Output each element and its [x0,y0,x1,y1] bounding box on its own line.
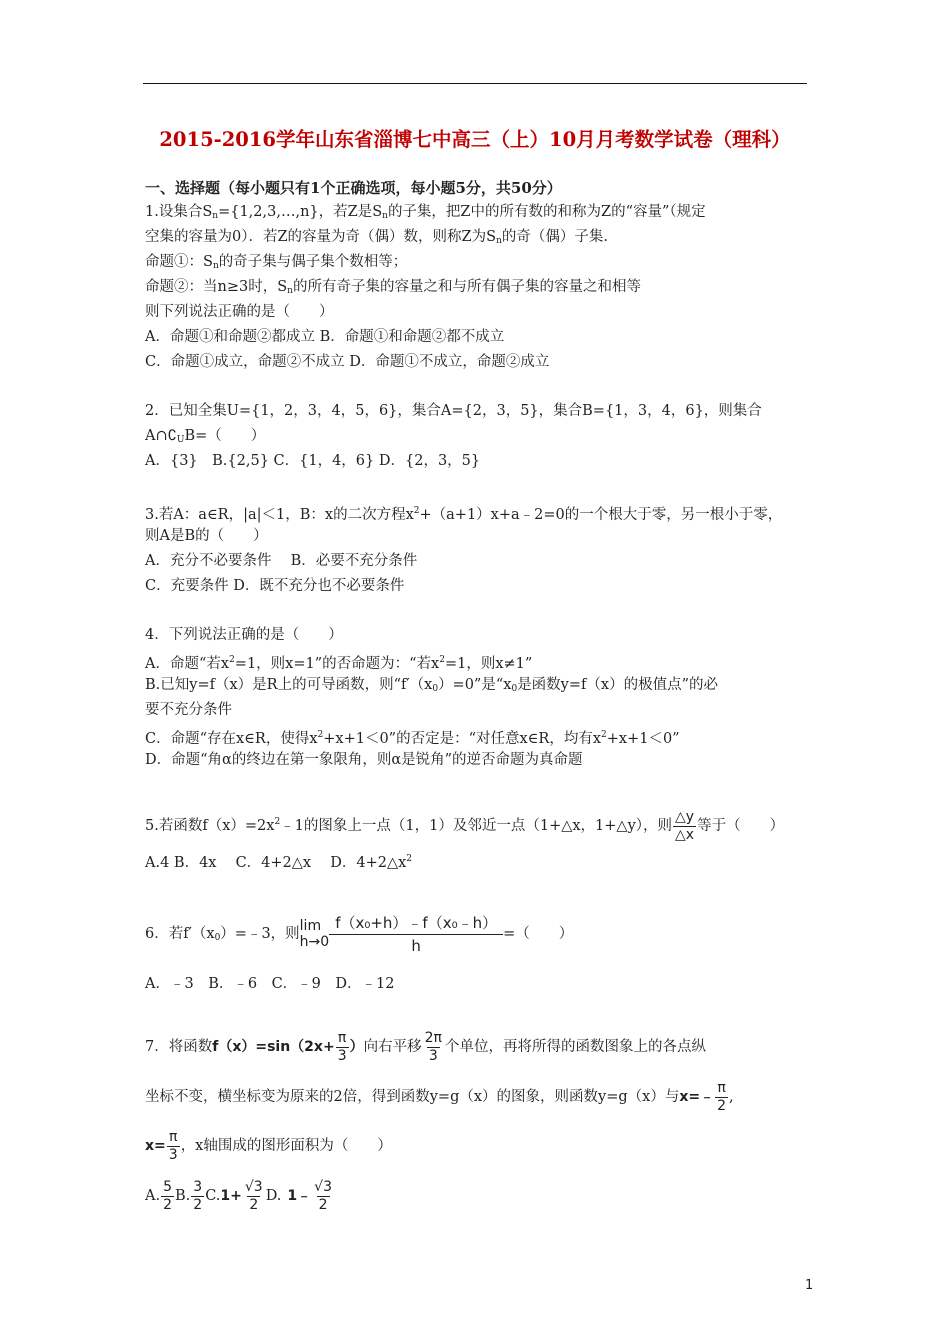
limit-operator: lim h→0 [299,918,330,950]
q1-line3: 命题①：$S_n$的奇子集与偶子集个数相等； [145,254,408,271]
q2-line2: $A\cap∁_UB=$（ ） [145,428,266,445]
q6-options: A．﹣3 B．﹣6 C．﹣9 D．﹣12 [145,976,395,992]
q3-options-ab: A．充分不必要条件 B．必要不充分条件 [145,553,418,569]
q1-line2: 空集的容量为0）．若Z的容量为奇（偶）数，则称Z为$S_n$的奇（偶）子集. [145,229,608,246]
q4-option-d: D．命题“角α的终边在第一象限角，则α是锐角”的逆否命题为真命题 [145,752,583,768]
q1-line4: 命题②：当n≥3时，$S_n$的所有奇子集的容量之和与所有偶子集的容量之和相等 [145,279,641,296]
q7-options: A. $\frac{5}{2}$ B. $\frac{3}{2}$ C.1+ $\frac{√3}{2}$ D. 1﹣ $\frac{√3}{2}$ [145,1178,332,1213]
q5-options: A.4 B．4x C．4+2△x D．$4+2\triangle x^2$ [145,854,413,871]
q1-options-ab: A．命题①和命题②都成立 B．命题①和命题②都不成立 [145,329,505,345]
q4-option-c: C．命题“存在x∈R，使得$x^2+x+1<0$”的否定是：“对任意x∈R，均有$x^2+x+1<0$” [145,730,680,747]
q4-option-a: A．命题“若$x^2=1$，则x=1”的否命题为：“若$x^2=1$，则x≠1” [145,655,533,672]
page-number: 1 [805,1278,814,1293]
q4-line1: 4．下列说法正确的是（ ） [145,627,343,643]
q4-option-b-cont: 要不充分条件 [145,702,232,718]
page-title: 2015-2016学年山东省淄博七中高三（上）10月月考数学试卷（理科） [159,128,791,151]
header-rule [143,83,807,84]
delta-fraction: $\frac{\triangle y}{\triangle x}$ [675,808,695,843]
q2-line1: 2．已知全集U={1，2，3，4，5，6}，集合A={2，3，5}，集合B={1，3，4，6}，则集合 [145,403,762,419]
q7-line1: 7．将函数f（x）=sin（2x+ $\frac{\pi}{3}$ ）向右平移 $\frac{2\pi}{3}$ 个单位，再将所得的函数图象上的各点纵 [145,1029,706,1064]
q1-line1: 1.设集合$S_n=\{1,2,3,\dots,n\}$，若Z是$S_n$的子集，把Z中的所有数的和称为Z的“容量”（规定 [145,204,706,221]
q5-line1: 5.若函数$f(x)=2x^2﹣1$的图象上一点（1，1）及邻近一点（1+△x，1+△y），则 $\frac{\triangle y}{\triangle x}$ 等于（ ） [145,808,785,843]
limit-fraction: $\frac{\text{f（x₀+h）﹣f（x₀﹣h）}}{h}$ [329,912,503,957]
q6-line1: 6．若$f'(x_0)=﹣3$，则 lim h→0 $\frac{\text{f（x₀+h）﹣f（x₀﹣h）}}{h}$ =（ ） [145,913,574,955]
q4-option-b: B.已知y=f（x）是R上的可导函数，则“$f'(x_0)=0$”是“$x_0$是函数y=f（x）的极值点”的必 [145,677,718,694]
q1-line5: 则下列说法正确的是（ ） [145,304,334,320]
q7-line3: x= $\frac{\pi}{3}$ ，x轴围成的图形面积为（ ） [145,1128,392,1163]
q2-options: A．{3} B.{2,5} C．{1，4，6} D．{2，3，5} [145,453,481,469]
q3-line1: 3.若A：a∈R，|a|＜1，B：x的二次方程$x^2+(a+1)x+a﹣2=0$的一个根大于零，另一根小于零， [145,506,783,523]
q7-line2: 坐标不变，横坐标变为原来的2倍，得到函数y=g（x）的图象，则函数y=g（x）与x=﹣ $\frac{\pi}{2}$ , [145,1079,734,1114]
q1-options-cd: C．命题①成立，命题②不成立 D．命题①不成立，命题②成立 [145,354,550,370]
section-heading: 一、选择题（每小题只有1个正确选项，每小题5分，共50分） [145,179,562,197]
q3-line2: 则A是B的（ ） [145,528,268,544]
q3-options-cd: C．充要条件 D．既不充分也不必要条件 [145,578,405,594]
